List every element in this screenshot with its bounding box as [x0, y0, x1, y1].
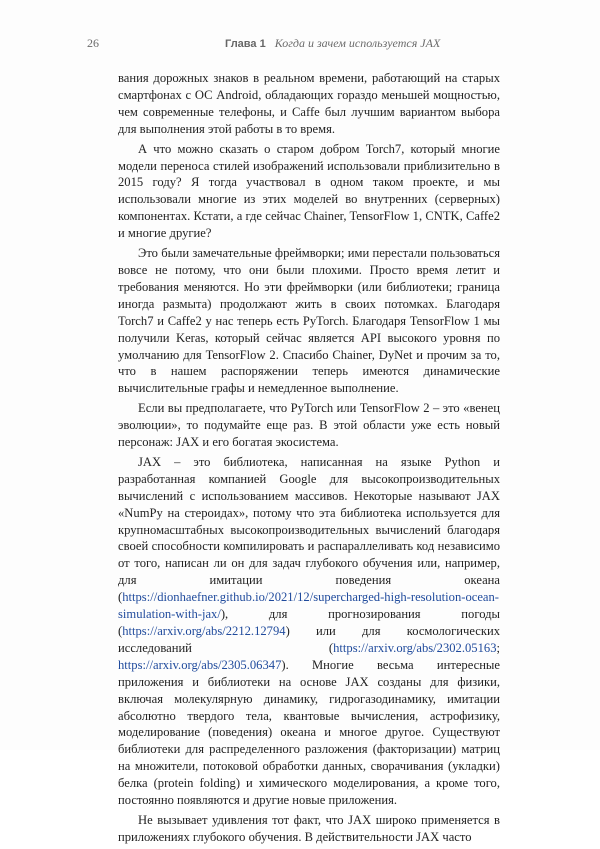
running-title — [225, 36, 440, 51]
paragraph-5-part-1: JAX – это библиотека, написанная на языке Python и разработанная компанией Google для высокопроизводительных вычислений с использованием массивов. Некоторые называют JAX «NumPy на стероидах», потому что эта библиотека используется для крупномасштабных высокопроизводительных вычислений благодаря своей способности компилировать и распараллеливать код независимо от того, написан ли он для задач глубокого обучения или, например, для имитации поведения океана ( — [118, 454, 500, 605]
paragraph-5-part-2: ), для прогнозирования погоды ( — [118, 607, 500, 638]
paragraph-6: Не вызывает удивления тот факт, что JAX широко применяется в приложениях глубокого обучения. В действительности JAX часто — [118, 812, 500, 844]
paragraph-4: Если вы предполагаете, что PyTorch или TensorFlow 2 – это «венец эволюции», то подумайте еще раз. В этой области уже есть новый персонаж: JAX и его богатая экосистема. — [118, 401, 500, 450]
chapter-label: Глава 1 — [225, 38, 266, 50]
paragraph-5-part-5: ). Многие весьма интересные приложения и библиотеки на основе JAX созданы для физики, включая молекулярную динамику, гидрогазодинамику, имитации абсолютно твердого тела, квантовые вычисления, астрофизику, моделирование (поведения) океана и многое другое. Существуют библиотеки для распределенного разложения (факторизации) матриц на множители, потоковой обработки данных, сворачивания (укладки) белка (protein folding) и химического моделирования, а кроме того, постоянно появляются и другие новые приложения. — [118, 657, 500, 808]
ocean-simulation-link[interactable]: https://dionhaefner.github.io/2021/12/supercharged-high-resolution-ocean-simulation-with-jax/ — [118, 590, 499, 622]
paragraph-3: Это были замечательные фреймворки; ими перестали пользоваться вовсе не потому, что они были плохими. Просто время летит и требования меняются. Но эти фреймворки (или библиотеки; граница иногда размыта) продолжают жить в своих потомках. Благодаря Torch7 и Caffe2 у нас теперь есть PyTorch. Благодаря TensorFlow 1 мы получили Keras, который сейчас является API высокого уровня по умолчанию для TensorFlow 2. Спасибо Chainer, DyNet и прочим за то, что в нашем распоряжении теперь имеются динамические вычислительные графы и немедленное выполнение. — [118, 246, 500, 396]
cosmology-paper-link-1[interactable]: https://arxiv.org/abs/2302.05163 — [333, 640, 497, 655]
cosmology-paper-link-2[interactable]: https://arxiv.org/abs/2305.06347 — [118, 657, 282, 672]
paragraph-5-part-4: ; — [496, 640, 500, 655]
weather-paper-link[interactable]: https://arxiv.org/abs/2212.12794 — [122, 624, 286, 638]
paragraph-2: А что можно сказать о старом добром Torch7, который многие модели переноса стилей изображений использовали приблизительно в 2015 году? Я тогда участвовал в одном таком проекте, и мы использовали многие из этих моделей во внутренних (серверных) компонентах. Кстати, а где сейчас Chainer, TensorFlow 1, CNTK, Caffe2 и многие другие? — [118, 141, 500, 241]
paragraph-5 — [118, 454, 500, 809]
running-header — [0, 34, 600, 54]
chapter-title: Когда и зачем используется JAX — [274, 36, 441, 50]
body-text — [118, 70, 500, 849]
paragraph-5-part-3: ) или для космологических исследований ( — [118, 624, 500, 655]
page-number: 26 — [87, 36, 99, 50]
paragraph-1: вания дорожных знаков в реальном времени, работающий на старых смартфонах с ОС Android, обладающих гораздо меньшей мощностью, чем современные телефоны, и Caffe был лучшим вариантом выбора для выполнения этой работы в то время. — [118, 71, 500, 136]
